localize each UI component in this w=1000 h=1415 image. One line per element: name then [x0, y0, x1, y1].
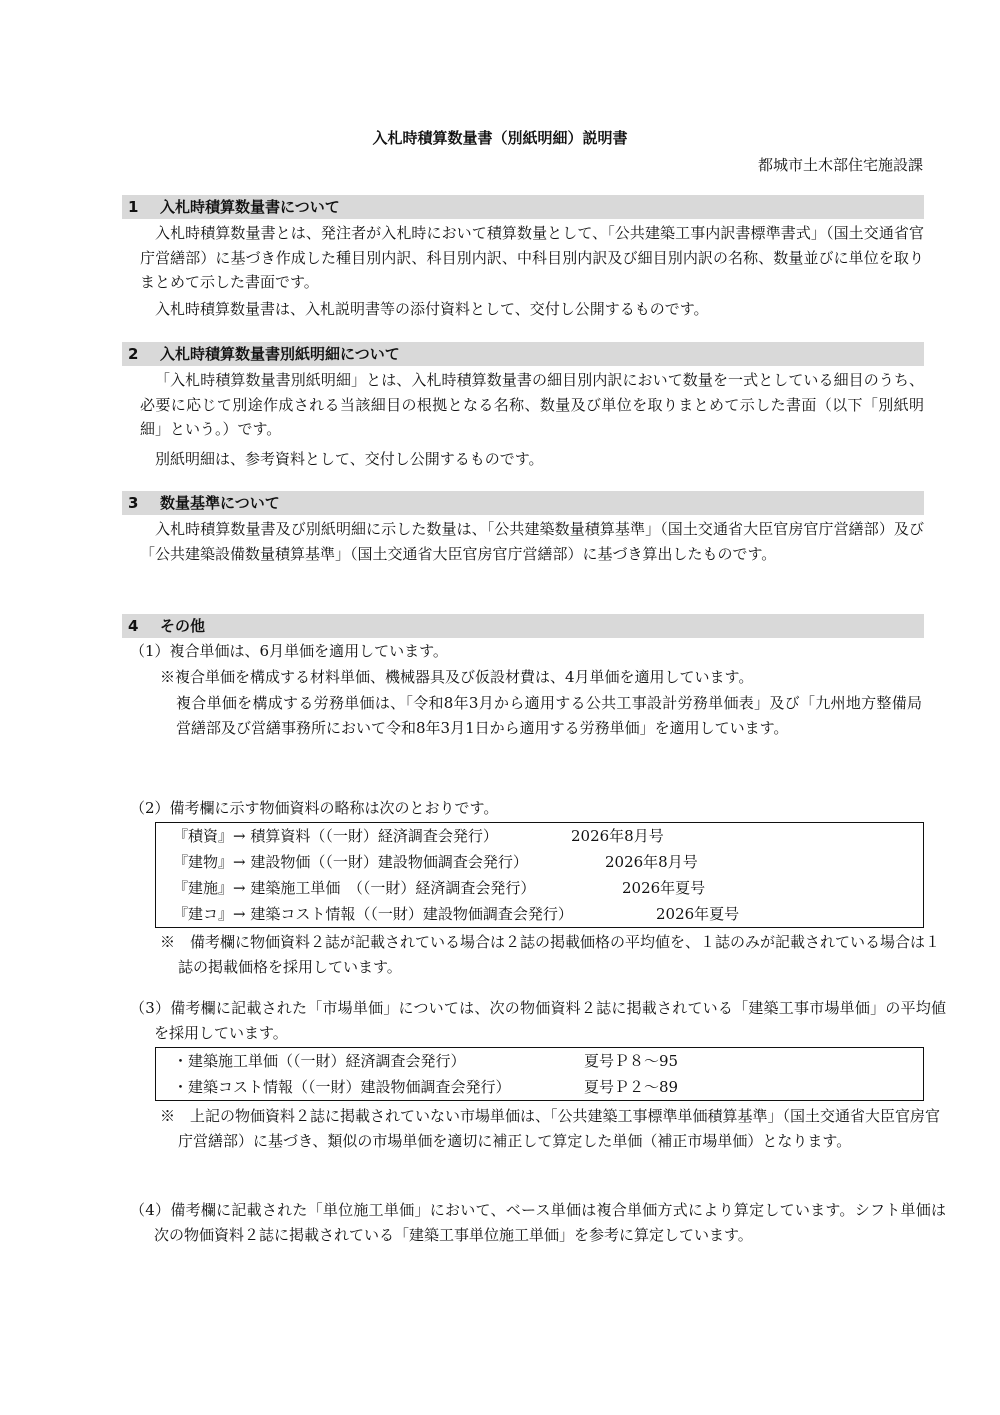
market-source-name: ・建築施工単価（（一財）経済調査会発行）	[173, 1052, 466, 1070]
price-source-date: 2026年夏号	[656, 905, 740, 923]
section-1-paragraph-1: 入札時積算数量書とは、発注者が入札時において積算数量として、「公共建築工事内訳書標準書式」（国土交通省官庁営繕部）に基づき作成した種目別内訳、科目別内訳、中科目別内訳及び細目別内訳の名称、数量並びに単位を取りまとめて示した書面です。	[140, 224, 924, 291]
section-title: 入札時積算数量書について	[160, 198, 340, 216]
other-item-3: （3）備考欄に記載された「市場単価」については、次の物価資料２誌に掲載されている「建築工事市場単価」の平均値を採用しています。	[130, 999, 946, 1042]
section-2-paragraph-2: 別紙明細は、参考資料として、交付し公開するものです。	[155, 450, 544, 468]
market-source-name: ・建築コスト情報（（一財）建設物価調査会発行）	[173, 1078, 511, 1096]
market-source-pages: 夏号Ｐ２～89	[584, 1078, 679, 1096]
other-item-2-note: ※ 備考欄に物価資料２誌が記載されている場合は２誌の掲載価格の平均値を、１誌のみが記載されている場合は１誌の掲載価格を採用しています。	[160, 933, 941, 976]
price-source-abbr: 『建コ』→ 建築コスト情報（（一財）建設物価調査会発行）	[173, 905, 573, 923]
price-source-abbr: 『建物』→ 建設物価（（一財）建設物価調査会発行）	[173, 853, 528, 871]
section-number: 1	[128, 198, 139, 216]
other-item-1-note-2: 複合単価を構成する労務単価は、「令和8年3月から適用する公共工事設計労務単価表」及び「九州地方整備局営繕部及び営繕事務所において令和8年3月1日から適用する労務単価」を適用しています。	[176, 694, 922, 737]
market-price-box	[155, 1047, 924, 1101]
section-3-paragraph-1: 入札時積算数量書及び別紙明細に示した数量は、「公共建築数量積算基準」（国土交通省大臣官房官庁営繕部）及び「公共建築設備数量積算基準」（国土交通省大臣官房官庁営繕部）に基づき算出したものです。	[140, 520, 924, 563]
section-title: 数量基準について	[160, 494, 280, 512]
department-name: 都城市土木部住宅施設課	[757, 156, 923, 174]
price-source-date: 2026年夏号	[622, 879, 706, 897]
section-number: 4	[128, 617, 139, 635]
section-1-heading	[122, 195, 924, 219]
section-4-heading	[122, 614, 924, 638]
price-source-box	[155, 822, 924, 928]
other-item-1-note-1: ※複合単価を構成する材料単価、機械器具及び仮設材費は、4月単価を適用しています。	[160, 668, 754, 686]
page-title: 入札時積算数量書（別紙明細）説明書	[372, 129, 628, 147]
price-source-abbr: 『積資』→ 積算資料（（一財）経済調査会発行）	[173, 827, 498, 845]
other-item-1: （1）複合単価は、6月単価を適用しています。	[130, 642, 448, 660]
section-title: その他	[160, 617, 206, 635]
other-item-4: （4）備考欄に記載された「単位施工単価」において、ベース単価は複合単価方式により算定しています。シフト単価は次の物価資料２誌に掲載されている「建築工事単位施工単価」を参考に算定しています。	[130, 1201, 946, 1244]
market-source-pages: 夏号Ｐ８～95	[584, 1052, 679, 1070]
other-item-3-note: ※ 上記の物価資料２誌に掲載されていない市場単価は、「公共建築工事標準単価積算基準」（国土交通省大臣官房官庁営繕部）に基づき、類似の市場単価を適切に補正して算定した単価（補正市場単価）となります。	[160, 1107, 941, 1150]
section-number: 3	[128, 494, 139, 512]
price-source-date: 2026年8月号	[605, 853, 698, 871]
section-1-paragraph-2: 入札時積算数量書は、入札説明書等の添付資料として、交付し公開するものです。	[155, 300, 709, 318]
section-3-heading	[122, 491, 924, 515]
other-item-2: （2）備考欄に示す物価資料の略称は次のとおりです。	[130, 799, 499, 817]
price-source-abbr: 『建施』→ 建築施工単価 （（一財）経済調査会発行）	[173, 879, 536, 897]
section-2-heading	[122, 342, 924, 366]
section-title: 入札時積算数量書別紙明細について	[160, 345, 400, 363]
section-number: 2	[128, 345, 139, 363]
section-2-paragraph-1: 「入札時積算数量書別紙明細」とは、入札時積算数量書の細目別内訳において数量を一式としている細目のうち、必要に応じて別途作成される当該細目の根拠となる名称、数量及び単位を取りまとめて示した書面（以下「別紙明細」という。）です。	[140, 371, 924, 438]
price-source-date: 2026年8月号	[571, 827, 664, 845]
